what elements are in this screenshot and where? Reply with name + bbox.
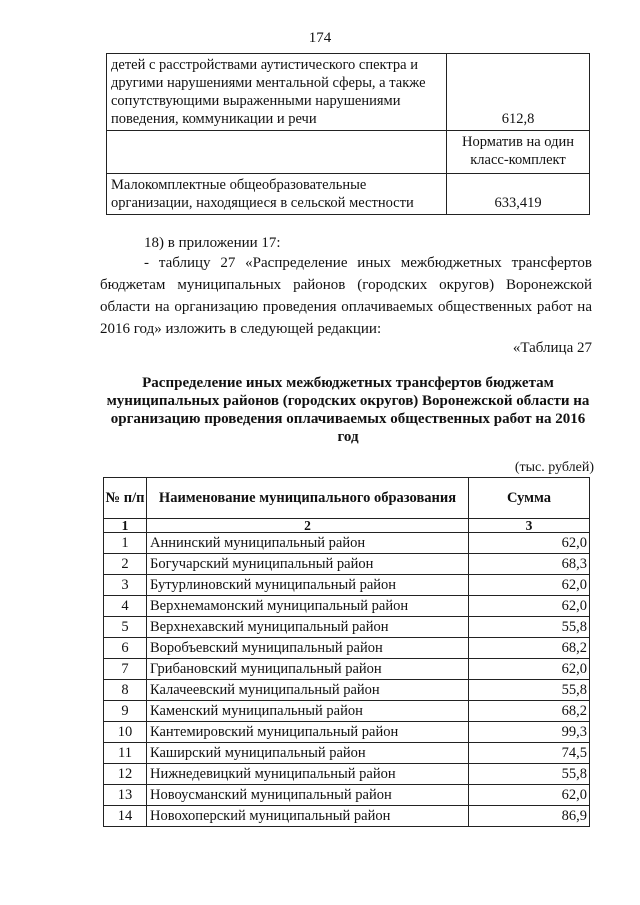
table-row bbox=[104, 596, 590, 617]
row-number: 12 bbox=[104, 764, 147, 785]
column-index: 1 bbox=[104, 519, 147, 533]
table-row bbox=[107, 174, 590, 215]
table-row bbox=[104, 722, 590, 743]
amount: 62,0 bbox=[469, 575, 590, 596]
row-number: 1 bbox=[104, 533, 147, 554]
district-name: Новохоперский муниципальный район bbox=[147, 806, 469, 827]
district-name: Богучарский муниципальный район bbox=[147, 554, 469, 575]
column-index: 3 bbox=[469, 519, 590, 533]
table-cell: 612,8 bbox=[447, 54, 590, 131]
table-cell: Малокомплектные общеобразовательные организации, находящиеся в сельской местности bbox=[107, 174, 447, 215]
district-name: Верхнемамонский муниципальный район bbox=[147, 596, 469, 617]
row-number: 13 bbox=[104, 785, 147, 806]
amount: 62,0 bbox=[469, 785, 590, 806]
district-name: Кантемировский муниципальный район bbox=[147, 722, 469, 743]
paragraph: - таблицу 27 «Распределение иных межбюджетных трансфертов бюджетам муниципальных районов (городских округов) Воронежской области на организацию проведения оплачиваемых общественных работ на 2016 год» изложить в следующей редакции: bbox=[100, 255, 592, 337]
district-name: Аннинский муниципальный район bbox=[147, 533, 469, 554]
row-number: 6 bbox=[104, 638, 147, 659]
amount: 86,9 bbox=[469, 806, 590, 827]
district-name: Верхнехавский муниципальный район bbox=[147, 617, 469, 638]
amount: 62,0 bbox=[469, 596, 590, 617]
district-name: Нижнедевицкий муниципальный район bbox=[147, 764, 469, 785]
district-name: Калачеевский муниципальный район bbox=[147, 680, 469, 701]
amount: 55,8 bbox=[469, 764, 590, 785]
table-row bbox=[104, 575, 590, 596]
column-index-row bbox=[104, 519, 590, 533]
district-name: Бутурлиновский муниципальный район bbox=[147, 575, 469, 596]
table-row bbox=[104, 680, 590, 701]
amount: 68,3 bbox=[469, 554, 590, 575]
table-row bbox=[107, 131, 590, 174]
table-title: Распределение иных межбюджетных трансфертов бюджетам муниципальных районов (городских округов) Воронежской области на организацию проведения оплачиваемых общественных работ на 2016 год bbox=[106, 375, 590, 445]
amount: 68,2 bbox=[469, 701, 590, 722]
row-number: 3 bbox=[104, 575, 147, 596]
row-number: 8 bbox=[104, 680, 147, 701]
table-row bbox=[104, 785, 590, 806]
table-row bbox=[104, 701, 590, 722]
column-index: 2 bbox=[147, 519, 469, 533]
district-name: Каширский муниципальный район bbox=[147, 743, 469, 764]
header-num: № п/п bbox=[104, 478, 147, 519]
row-number: 11 bbox=[104, 743, 147, 764]
row-number: 4 bbox=[104, 596, 147, 617]
table-row bbox=[104, 533, 590, 554]
district-name: Каменский муниципальный район bbox=[147, 701, 469, 722]
district-name: Грибановский муниципальный район bbox=[147, 659, 469, 680]
header-sum: Сумма bbox=[469, 478, 590, 519]
table-row bbox=[104, 659, 590, 680]
amount: 62,0 bbox=[469, 659, 590, 680]
district-name: Воробъевский муниципальный район bbox=[147, 638, 469, 659]
amount: 55,8 bbox=[469, 680, 590, 701]
amount: 62,0 bbox=[469, 533, 590, 554]
units-label: (тыс. рублей) bbox=[514, 460, 594, 475]
table-row bbox=[104, 638, 590, 659]
table-cell: 633,419 bbox=[447, 174, 590, 215]
continuation-table bbox=[106, 53, 590, 215]
table-cell: Норматив на один класс-комплект bbox=[447, 131, 590, 174]
row-number: 2 bbox=[104, 554, 147, 575]
table-row bbox=[104, 554, 590, 575]
table-row bbox=[104, 806, 590, 827]
row-number: 5 bbox=[104, 617, 147, 638]
table-header-row bbox=[104, 478, 590, 519]
amount: 55,8 bbox=[469, 617, 590, 638]
paragraph: 18) в приложении 17: bbox=[144, 235, 281, 251]
page-number: 174 bbox=[308, 30, 332, 46]
table-cell: детей с расстройствами аутистического спектра и другими нарушениями ментальной сферы, а также сопутствующими выраженными нарушениями поведения, коммуникации и речи bbox=[107, 54, 447, 131]
row-number: 14 bbox=[104, 806, 147, 827]
header-name: Наименование муниципального образования bbox=[147, 478, 469, 519]
table-cell bbox=[107, 131, 447, 174]
table-row bbox=[107, 54, 590, 131]
amount: 99,3 bbox=[469, 722, 590, 743]
district-name: Новоусманский муниципальный район bbox=[147, 785, 469, 806]
row-number: 7 bbox=[104, 659, 147, 680]
table-reference: «Таблица 27 bbox=[512, 340, 592, 356]
amount: 74,5 bbox=[469, 743, 590, 764]
table-row bbox=[104, 743, 590, 764]
table-row bbox=[104, 617, 590, 638]
row-number: 9 bbox=[104, 701, 147, 722]
row-number: 10 bbox=[104, 722, 147, 743]
table-row bbox=[104, 764, 590, 785]
transfers-table bbox=[103, 477, 590, 827]
amount: 68,2 bbox=[469, 638, 590, 659]
